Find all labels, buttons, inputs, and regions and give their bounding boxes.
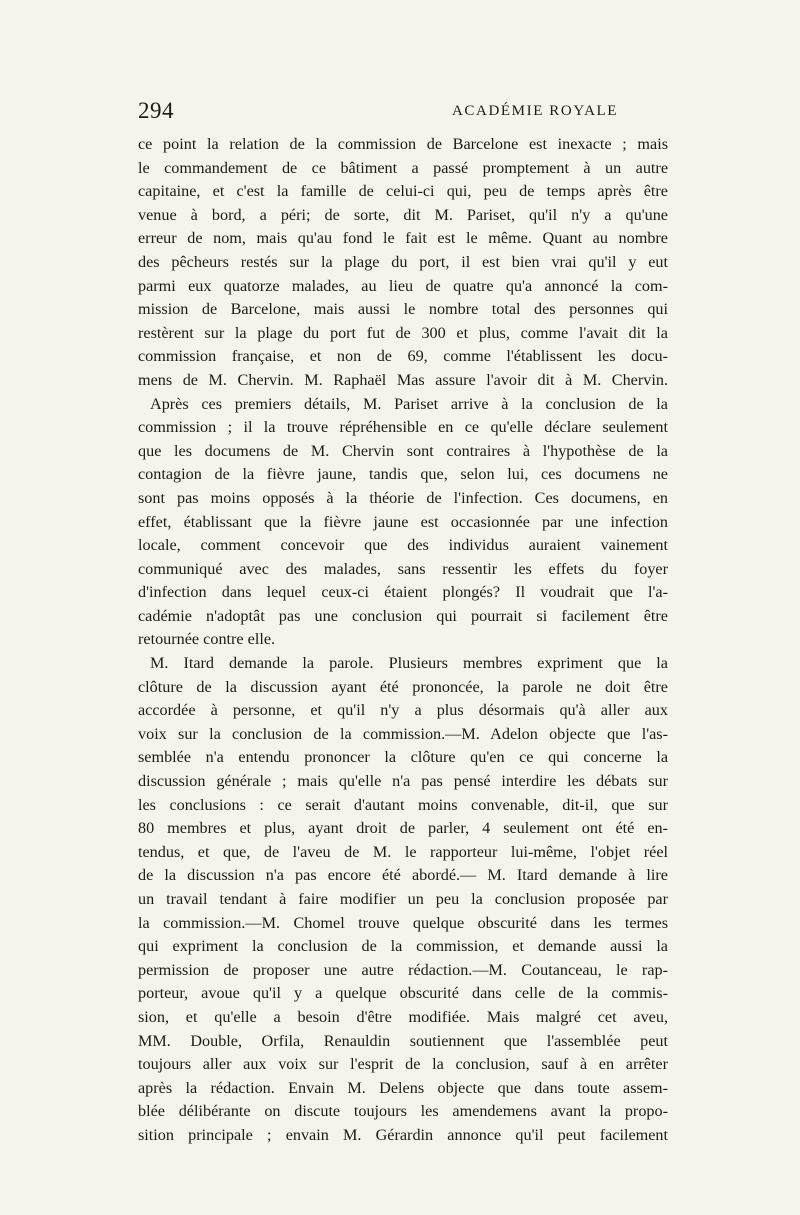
text-line: permission de proposer une autre rédaction.—M. Coutanceau, le rap-	[138, 960, 668, 979]
paragraph-start-line: M. Itard demande la parole. Plusieurs membres expriment que la	[150, 654, 668, 673]
text-line: sont pas moins opposés à la théorie de l'infection. Ces documens, en	[138, 488, 668, 507]
text-line: contagion de la fièvre jaune, tandis que, selon lui, ces documens ne	[138, 465, 668, 484]
text-line: clôture de la discussion ayant été prononcée, la parole ne doit être	[138, 677, 668, 696]
text-line: toujours aller aux voix sur l'esprit de la conclusion, sauf à en arrêter	[138, 1055, 668, 1074]
text-line: sition principale ; envain M. Gérardin annonce qu'il peut facilement	[138, 1125, 668, 1144]
text-line: porteur, avoue qu'il y a quelque obscurité dans celle de la commis-	[138, 984, 668, 1003]
text-line: le commandement de ce bâtiment a passé promptement à un autre	[138, 158, 668, 177]
running-head	[138, 98, 670, 128]
text-line: qui expriment la conclusion de la commission, et demande aussi la	[138, 937, 668, 956]
text-line: locale, comment concevoir que des individus auraient vainement	[138, 536, 668, 555]
text-line: accordée à personne, et qu'il n'y a plus désormais qu'à aller aux	[138, 701, 668, 720]
paragraph-end-line: retournée contre elle.	[138, 630, 276, 649]
page-number: 294	[138, 98, 174, 123]
text-line: d'infection dans lequel ceux-ci étaient plongés? Il voudrait que l'a-	[138, 583, 668, 602]
text-line: effet, établissant que la fièvre jaune est occasionnée par une infection	[138, 512, 668, 531]
text-line: des pêcheurs restés sur la plage du port, il est bien vrai qu'il y eut	[138, 252, 668, 271]
text-line: commission française, et non de 69, comme l'établissent les docu-	[138, 347, 668, 366]
text-line: erreur de nom, mais qu'au fond le fait est le même. Quant au nombre	[138, 229, 668, 248]
text-line: un travail tendant à faire modifier un peu la conclusion proposée par	[138, 890, 668, 908]
text-line: semblée n'a entendu prononcer la clôture qu'en ce qui concerne la	[138, 748, 668, 767]
running-title: ACADÉMIE ROYALE	[452, 103, 619, 119]
text-line: communiqué avec des malades, sans ressentir les effets du foyer	[138, 559, 668, 578]
text-line: 80 membres et plus, ayant droit de parler, 4 seulement ont été en-	[138, 819, 668, 838]
text-line: de la discussion n'a pas encore été abordé.— M. Itard demande à lire	[138, 866, 668, 885]
text-line: commission ; il la trouve répréhensible en ce qu'elle déclare seulement	[138, 418, 668, 437]
text-line: mens de M. Chervin. M. Raphaël Mas assure l'avoir dit à M. Chervin.	[138, 370, 668, 389]
text-line: cadémie n'adoptât pas une conclusion qui pourrait si facilement être	[138, 606, 668, 625]
text-line: mission de Barcelone, mais aussi le nombre total des personnes qui	[138, 300, 668, 319]
paragraph-start-line: Après ces premiers détails, M. Pariset arrive à la conclusion de la	[150, 394, 668, 413]
text-line: sion, et qu'elle a besoin d'être modifiée. Mais malgré cet aveu,	[138, 1007, 668, 1026]
body-text	[138, 133, 668, 1148]
text-line: restèrent sur la plage du port fut de 300 et plus, comme l'avait dit la	[138, 323, 668, 342]
text-line: venue à bord, a péri; de sorte, dit M. Pariset, qu'il n'y a qu'une	[138, 205, 668, 224]
text-line: capitaine, et c'est la famille de celui-ci qui, peu de temps après être	[138, 182, 668, 201]
text-line: la commission.—M. Chomel trouve quelque obscurité dans les termes	[138, 913, 668, 932]
text-line: discussion générale ; mais qu'elle n'a pas pensé interdire les débats sur	[138, 772, 668, 791]
text-line: les conclusions : ce serait d'autant moins convenable, dit-il, que sur	[138, 795, 668, 814]
text-line: tendus, et que, de l'aveu de M. le rapporteur lui-même, l'objet réel	[138, 842, 668, 861]
text-line: après la rédaction. Envain M. Delens objecte que dans toute assem-	[138, 1078, 668, 1097]
text-line: voix sur la conclusion de la commission.—M. Adelon objecte que l'as-	[138, 724, 668, 743]
text-line: que les documens de M. Chervin sont contraires à l'hypothèse de la	[138, 441, 668, 460]
text-line: parmi eux quatorze malades, au lieu de quatre qu'a annoncé la com-	[138, 276, 668, 295]
text-line: MM. Double, Orfila, Renauldin soutiennent que l'assemblée peut	[138, 1031, 668, 1050]
text-line: ce point la relation de la commission de Barcelone est inexacte ; mais	[138, 135, 668, 153]
text-line: blée délibérante on discute toujours les amendemens avant la propo-	[138, 1102, 668, 1121]
